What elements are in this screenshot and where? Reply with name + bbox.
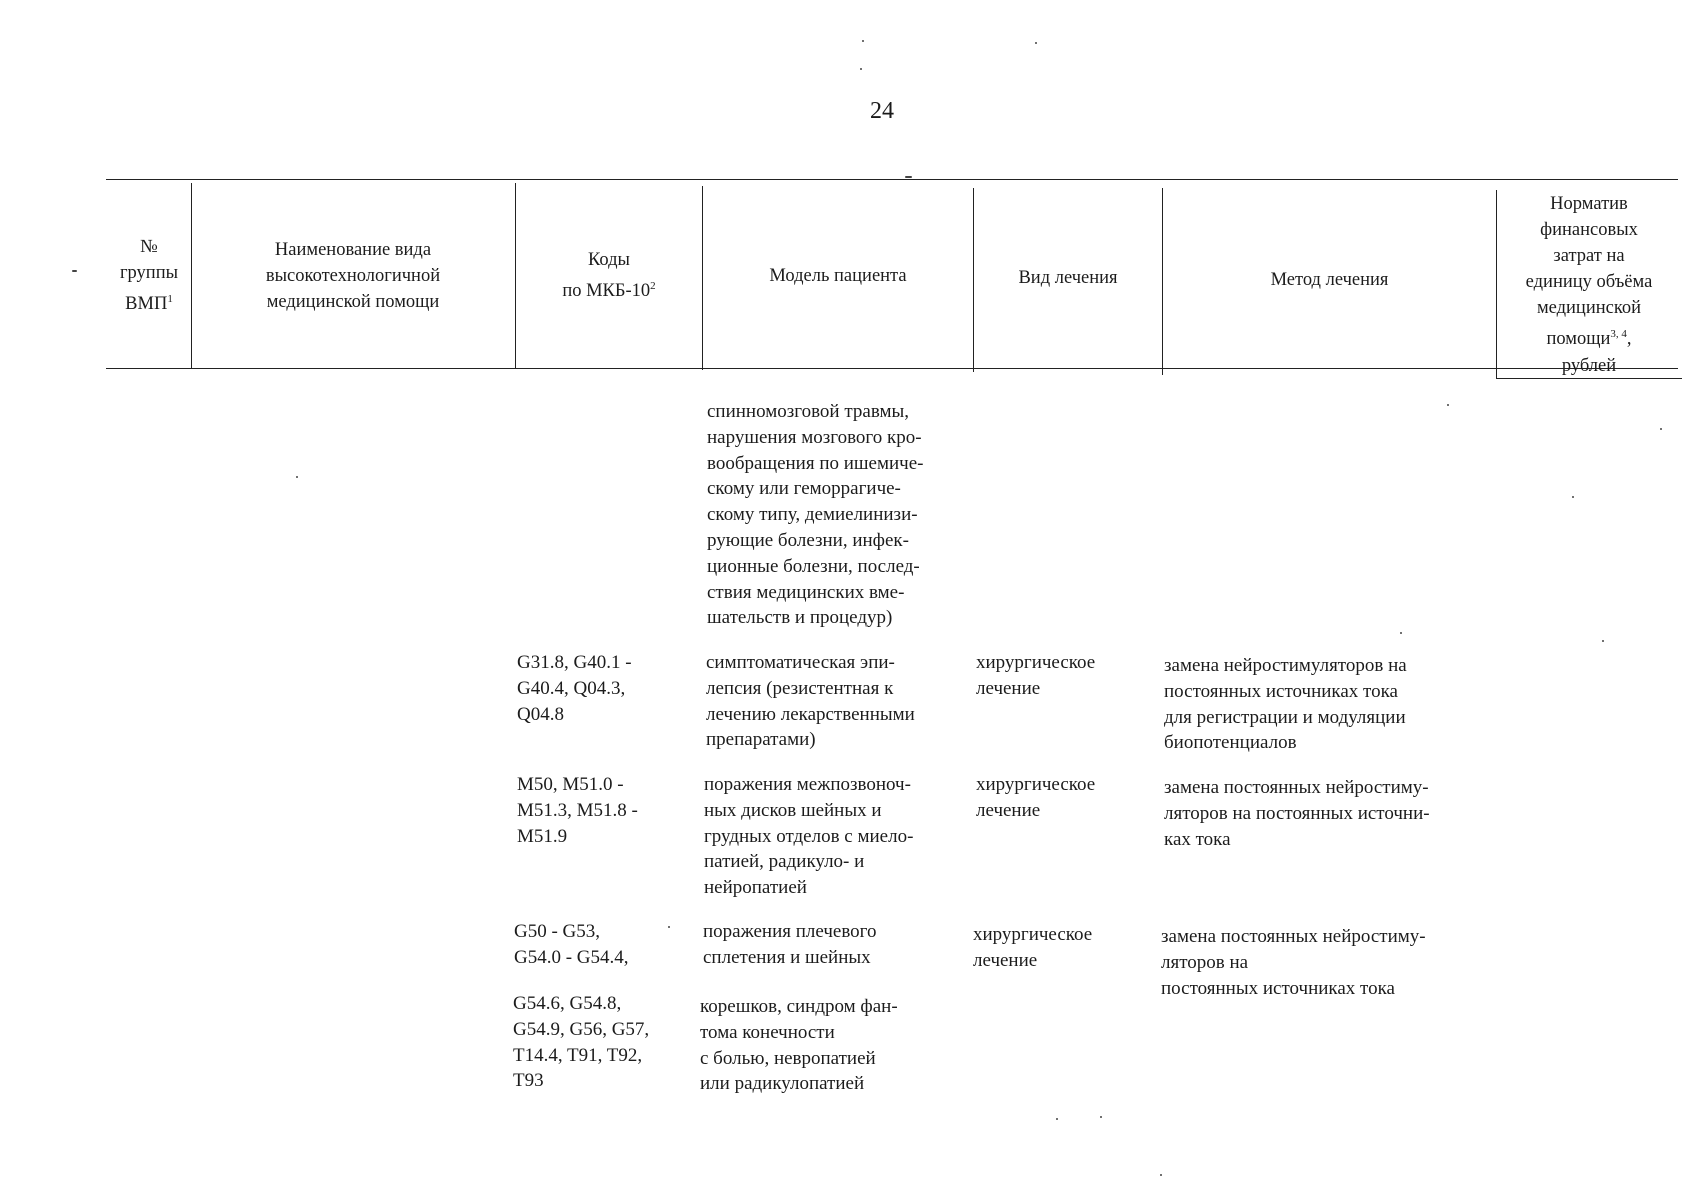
scan-speck xyxy=(905,176,912,178)
scan-speck xyxy=(862,40,864,42)
header-treatment-method: Метод лечения xyxy=(1270,270,1389,290)
scan-speck xyxy=(1056,1118,1058,1120)
footnote-2-marker: 2 xyxy=(650,280,656,293)
treatment-type-cell: хирургическое лечение xyxy=(976,774,1096,821)
scan-speck xyxy=(1100,1116,1102,1118)
icd-codes-cell: G31.8, G40.1 - G40.4, Q04.3, Q04.8 xyxy=(517,652,632,725)
treatment-method-cell: замена постоянных нейростиму- ляторов на постоянных источни- ках тока xyxy=(1164,777,1430,850)
patient-model-cell: симптоматическая эпи- лепсия (резистентная к лечению лекарственными препаратами) xyxy=(706,652,915,751)
scan-speck xyxy=(668,926,670,928)
header-group-number-text: № группы ВМП xyxy=(119,237,179,315)
header-care-type: Наименование вида высокотехнологичной медицинской помощи xyxy=(265,240,441,312)
header-cost-norm xyxy=(1498,192,1680,378)
scan-speck xyxy=(1572,496,1574,498)
header-icd-codes-text: Коды по МКБ-10 xyxy=(562,250,651,302)
header-cost-norm-text: Норматив финансовых затрат на единицу объёма медицинской помощи xyxy=(1525,194,1653,350)
scan-speck xyxy=(1602,640,1604,642)
patient-model-cell: спинномозговой травмы, нарушения мозгового кро- вообращения по ишемиче- скому или геморрагиче- скому типу, демиелинизи- рующие болезни, инфек- ционные болезни, послед- ствия медицинских вме- шательств и процедур) xyxy=(707,401,924,629)
treatment-method-cell: замена нейростимуляторов на постоянных источниках тока для регистрации и модуляции биопотенциалов xyxy=(1164,655,1407,754)
column-divider xyxy=(515,183,516,369)
header-cost-norm-unit: , рублей xyxy=(1561,329,1632,376)
scan-speck xyxy=(1400,632,1402,634)
icd-codes-cell: G54.6, G54.8, G54.9, G56, G57, T14.4, T91, T92, T93 xyxy=(513,993,650,1092)
scan-speck xyxy=(1160,1174,1162,1176)
column-divider xyxy=(1496,190,1497,378)
icd-codes-cell: M50, M51.0 - M51.3, M51.8 - M51.9 xyxy=(517,774,638,847)
header-group-number xyxy=(108,186,190,366)
treatment-type-cell: хирургическое лечение xyxy=(973,924,1093,971)
header-patient-model: Модель пациента xyxy=(769,266,907,286)
header-top-rule xyxy=(106,179,1678,180)
column-divider xyxy=(1162,188,1163,375)
patient-model-cell: поражения плечевого сплетения и шейных xyxy=(703,921,877,968)
patient-model-cell: корешков, синдром фан- тома конечности с болью, невропатией или радикулопатией xyxy=(700,996,898,1095)
scan-speck xyxy=(1660,428,1662,430)
scan-speck xyxy=(296,476,298,478)
page-number: 24 xyxy=(870,98,894,124)
scan-speck xyxy=(1447,404,1449,406)
column-divider xyxy=(191,183,192,369)
column-divider xyxy=(702,186,703,370)
treatment-method-cell: замена постоянных нейростиму- ляторов на постоянных источниках тока xyxy=(1161,926,1426,999)
treatment-type-cell: хирургическое лечение xyxy=(976,652,1096,699)
scan-speck xyxy=(72,270,77,272)
scan-speck xyxy=(860,68,862,70)
footnote-1-marker: 1 xyxy=(167,293,173,306)
patient-model-cell: поражения межпозвоноч- ных дисков шейных и грудных отделов с миело- патией, радикуло- и нейропатией xyxy=(704,774,914,899)
column-divider xyxy=(973,188,974,372)
header-icd-codes xyxy=(517,186,701,366)
scan-speck xyxy=(1035,42,1037,44)
icd-codes-cell: G50 - G53, G54.0 - G54.4, xyxy=(514,921,629,968)
header-treatment-type: Вид лечения xyxy=(1018,268,1118,288)
footnote-3-4-marker: 3, 4 xyxy=(1610,328,1627,341)
